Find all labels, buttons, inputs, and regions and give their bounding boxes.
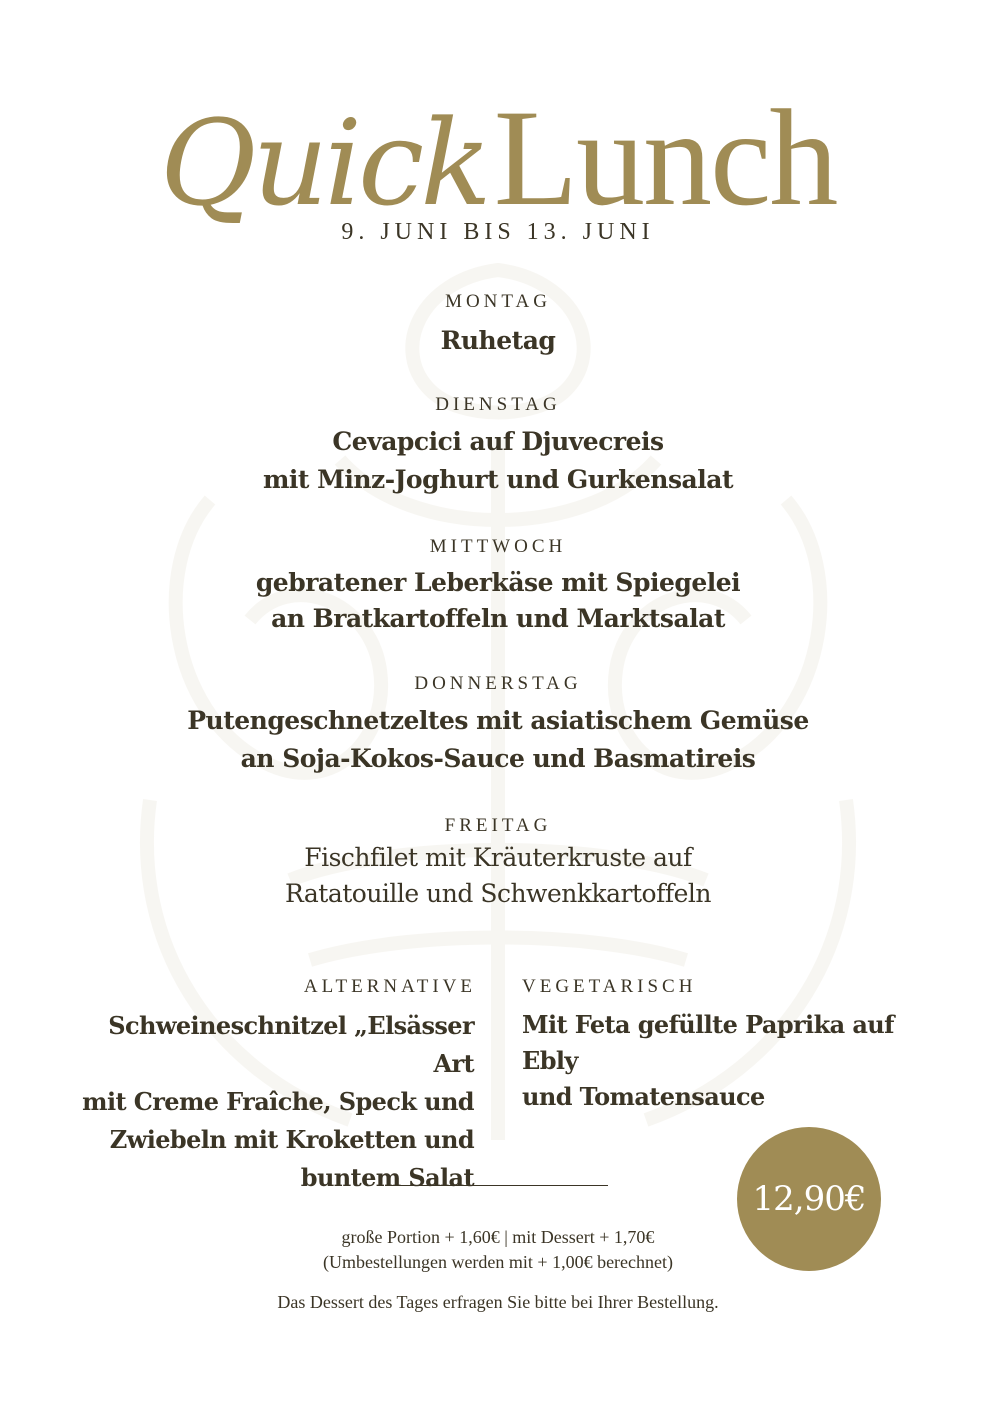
day-monday-heading: MONTAG <box>445 291 551 312</box>
title-lunch: Lunch <box>493 81 837 234</box>
day-wednesday-heading: MITTWOCH <box>429 536 567 557</box>
dish-line: Putengeschnetzeltes mit asiatischem Gemüse <box>187 706 809 735</box>
dish-line: Cevapcici auf Djuvecreis <box>332 427 664 456</box>
price-badge <box>737 1127 881 1271</box>
dish-line: Schweineschnitzel „Elsässer Art <box>108 1011 474 1078</box>
title-quick: Quick <box>159 94 488 232</box>
day-tuesday-dish <box>0 423 996 499</box>
divider <box>388 1185 608 1186</box>
day-wednesday-dish <box>0 565 996 637</box>
dish-line: Zwiebeln mit Kroketten und <box>109 1125 474 1154</box>
date-range: 9. JUNI BIS 13. JUNI <box>341 219 655 245</box>
vegetarian-dish <box>522 1007 942 1115</box>
dish-line: gebratener Leberkäse mit Spiegelei <box>255 568 741 597</box>
price-text: 12,90€ <box>752 1179 866 1219</box>
dish-line: mit Minz-Joghurt und Gurkensalat <box>262 465 734 494</box>
day-friday-heading: FREITAG <box>444 815 552 836</box>
dish-line: an Bratkartoffeln und Marktsalat <box>271 604 725 633</box>
dish-line: an Soja-Kokos-Sauce und Basmatireis <box>240 744 756 773</box>
footer-portion-note: große Portion + 1,60€ | mit Dessert + 1,70€ <box>341 1227 655 1247</box>
dish-line: und Tomatensauce <box>522 1082 765 1111</box>
dish-line: mit Creme Fraîche, Speck und <box>82 1087 474 1116</box>
day-friday-dish <box>0 840 996 912</box>
footer-rebooking-note: (Umbestellungen werden mit + 1,00€ berechnet) <box>322 1252 674 1272</box>
vegetarian-heading: VEGETARISCH <box>522 976 697 997</box>
alternative-heading: ALTERNATIVE <box>303 976 476 997</box>
footer-dessert-note: Das Dessert des Tages erfragen Sie bitte bei Ihrer Bestellung. <box>277 1292 719 1312</box>
dish-line: Fischfilet mit Kräuterkruste auf <box>304 843 692 872</box>
dish-line: Ratatouille und Schwenkkartoffeln <box>284 879 711 908</box>
day-thursday-dish <box>0 702 996 778</box>
day-thursday-heading: DONNERSTAG <box>414 673 582 694</box>
day-monday-dish <box>0 322 996 360</box>
dish-line: buntem Salat <box>300 1163 474 1192</box>
dish-line: Ruhetag <box>440 326 556 355</box>
dish-line: Mit Feta gefüllte Paprika auf Ebly <box>522 1010 894 1075</box>
alternative-dish <box>74 1007 474 1197</box>
day-tuesday-heading: DIENSTAG <box>435 394 561 415</box>
